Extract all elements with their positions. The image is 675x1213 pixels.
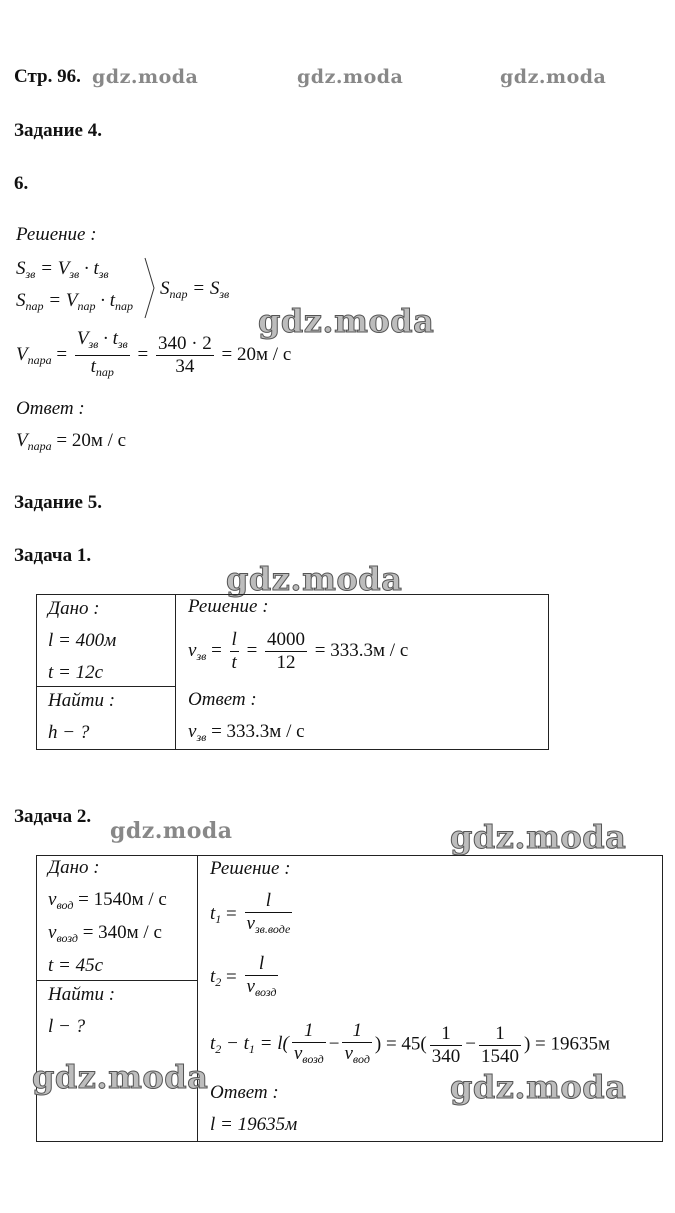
problem1-given2: t = 12с xyxy=(48,662,104,683)
problem2-t1: $t_1$ = $\frac{l}{v_{зв.воде}}$ xyxy=(210,890,291,936)
problem1-answer-label: Ответ : xyxy=(188,689,257,710)
watermark-6: gdz.moda xyxy=(110,818,233,844)
problem1-solution-label: Решение : xyxy=(188,596,269,617)
task4-calculation: $V_{пара}$ = $\frac{V_{зв} \cdot t_{зв}}{t_{пар}}$ = $\frac{340 \cdot 2}{34}$ = 20м / с xyxy=(16,328,292,379)
problem2-find-value: l − ? xyxy=(48,1016,86,1037)
task4-equality: $S_{пар} = S_{зв}$ xyxy=(160,278,230,301)
problem1-answer: $v_{зв} = 333.3м / с$ xyxy=(188,721,305,744)
problem2-given2: $v_{возд} = 340м / с$ xyxy=(48,922,162,945)
task4-answer-label: Ответ : xyxy=(16,398,85,419)
watermark-4: gdz.moda xyxy=(258,302,435,340)
watermark-1: gdz.moda xyxy=(92,66,199,88)
problem1-dano-label: Дано : xyxy=(48,598,100,619)
problem1-given1: l = 400м xyxy=(48,630,117,651)
problem1-find-label: Найти : xyxy=(48,690,116,711)
problem2-solution-label: Решение : xyxy=(210,858,291,879)
page-number: Стр. 96. xyxy=(14,66,81,87)
problem2-answer-label: Ответ : xyxy=(210,1082,279,1103)
problem1-calculation: $v_{зв}$ = $\frac{l}{t}$ = $\frac{4000}{12}$ = 333.3м / с xyxy=(188,629,409,673)
task4-title: Задание 4. xyxy=(14,120,102,141)
problem2-t2: $t_2$ = $\frac{l}{v_{возд}}$ xyxy=(210,953,277,999)
watermark-9: gdz.moda xyxy=(450,1068,627,1106)
watermark-5: gdz.moda xyxy=(226,560,403,598)
problem2-given3: t = 45с xyxy=(48,955,104,976)
problem2-answer: l = 19635м xyxy=(210,1114,298,1135)
task4-answer: $V_{пара} = 20м / с$ xyxy=(16,430,127,453)
problem2-given1: $v_{вод} = 1540м / с$ xyxy=(48,889,167,912)
watermark-8: gdz.moda xyxy=(32,1058,209,1096)
problem2-find-label: Найти : xyxy=(48,984,116,1005)
task4-solution-label: Решение : xyxy=(16,224,97,245)
problem2-difference: $t_2 - t_1 = l$( $\frac{1}{v_{возд}}$ − $\frac{1}{v_{вод}}$ ) = 45( $\frac{1}{340}$ − $\frac{1}{1540}$ ) = 19635м xyxy=(210,1020,611,1067)
problem2-row-divider xyxy=(36,980,197,981)
task4-eq1: $S_{зв} = V_{зв} \cdot t_{зв}$ xyxy=(16,258,109,281)
problem1-title: Задача 1. xyxy=(14,545,92,566)
task4-number: 6. xyxy=(14,173,29,194)
watermark-2: gdz.moda xyxy=(297,66,404,88)
brace-icon xyxy=(143,256,157,320)
problem1-find-value: h − ? xyxy=(48,722,90,743)
task4-eq2: $S_{пар} = V_{пар} \cdot t_{пар}$ xyxy=(16,290,133,313)
problem2-title: Задача 2. xyxy=(14,806,92,827)
watermark-7: gdz.moda xyxy=(450,818,627,856)
problem2-dano-label: Дано : xyxy=(48,857,100,878)
watermark-3: gdz.moda xyxy=(500,66,607,88)
problem2-col-divider xyxy=(197,855,198,1141)
task5-title: Задание 5. xyxy=(14,492,102,513)
problem1-row-divider xyxy=(36,686,175,687)
problem1-col-divider xyxy=(175,594,176,749)
